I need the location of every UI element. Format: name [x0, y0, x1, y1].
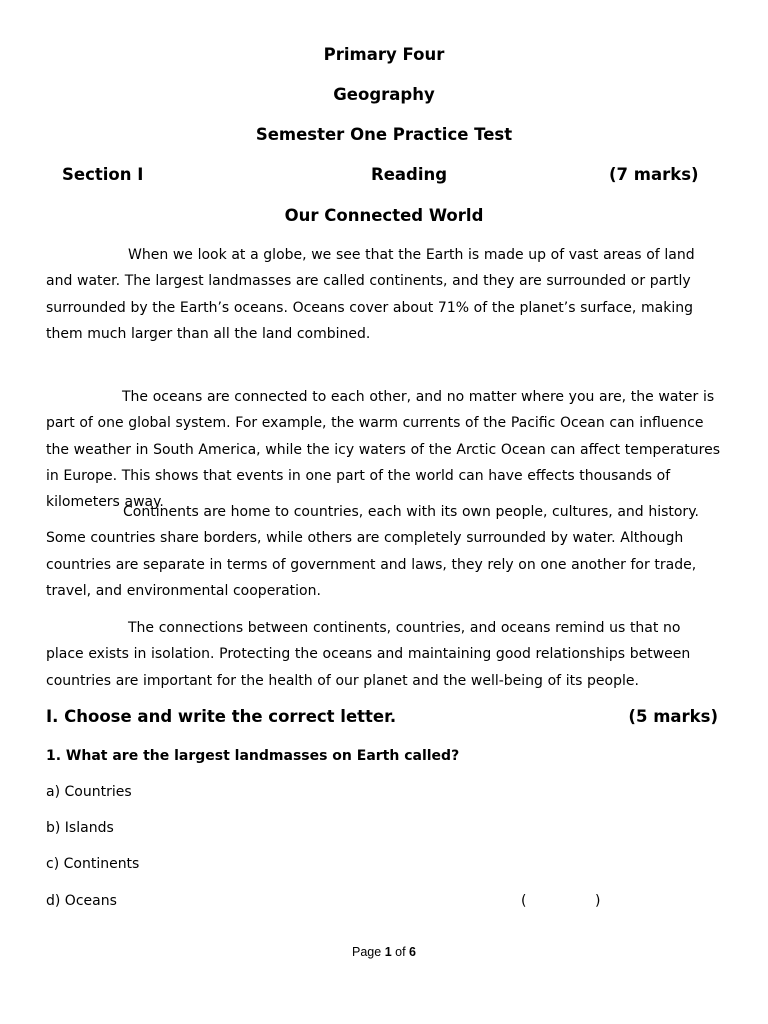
exercise-marks: (5 marks) — [628, 707, 718, 726]
passage-title: Our Connected World — [284, 206, 484, 225]
passage-paragraph-3: Continents are home to countries, each with its own people, cultures, and history. Some countries share borders, while others are completely surrounded by water. Although countries are separate in terms of government and laws, they rely on one another for trade, travel, and environmental cooperation. — [46, 504, 699, 599]
option-a: a) Countries — [46, 784, 132, 800]
answer-blank-close: ) — [595, 893, 601, 909]
subject-heading: Geography — [333, 85, 435, 104]
exercise-heading-row — [46, 707, 718, 731]
section-marks: (7 marks) — [609, 165, 699, 184]
passage-paragraph-2: The oceans are connected to each other, and no matter where you are, the water is part of one global system. For example, the warm currents of the Pacific Ocean can influence the weather in South America, while the icy waters of the Arctic Ocean can affect temperatures in Europe. This shows that events in one part of the world can have effects thousands of kilometers away. — [46, 389, 721, 511]
footer-of-word: of — [395, 945, 406, 959]
footer-current-page: 1 — [384, 945, 392, 959]
footer-total-pages: 6 — [409, 945, 416, 959]
section-label: Section I — [62, 165, 144, 184]
grade-heading: Primary Four — [323, 45, 445, 64]
test-title: Semester One Practice Test — [255, 125, 513, 144]
option-d: d) Oceans — [46, 893, 117, 909]
question-1-text: 1. What are the largest landmasses on Earth called? — [46, 748, 460, 764]
answer-blank-open: ( — [521, 893, 527, 909]
option-c: c) Continents — [46, 856, 140, 872]
passage-paragraph-4: The connections between continents, countries, and oceans remind us that no place exists in isolation. Protecting the oceans and maintaining good relationships between countries are important for the health of our planet and the well-being of its people. — [46, 620, 691, 689]
section-header-row — [0, 165, 768, 189]
option-b: b) Islands — [46, 820, 114, 836]
footer-page-word: Page — [352, 945, 382, 959]
page-footer — [0, 945, 768, 959]
exercise-heading: I. Choose and write the correct letter. — [46, 707, 397, 726]
section-name: Reading — [371, 165, 448, 184]
passage-paragraph-1: When we look at a globe, we see that the Earth is made up of vast areas of land and water. The largest landmasses are called continents, and they are surrounded or partly surrounded by the Earth’s oceans. Oceans cover about 71% of the planet’s surface, making them much larger than all the land combined. — [46, 247, 695, 342]
